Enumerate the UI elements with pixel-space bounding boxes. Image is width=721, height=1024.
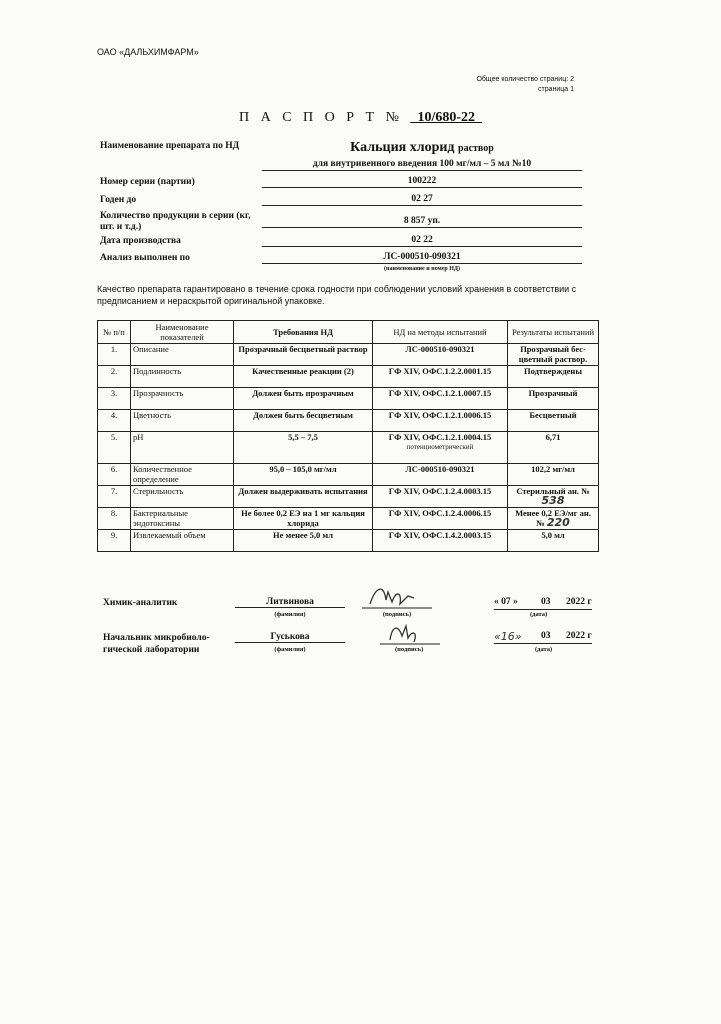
- quantity-value: 8 857 уп.: [262, 215, 582, 228]
- name-caption: (фамилия): [274, 611, 306, 618]
- table-row: [98, 508, 599, 530]
- signer-name: Гуськова: [235, 632, 345, 643]
- company-name: ОАО «ДАЛЬХИМФАРМ»: [97, 47, 199, 57]
- date-year: 2022 г: [566, 597, 592, 607]
- production-label: Дата производства: [100, 236, 181, 246]
- row-nd: [373, 432, 508, 464]
- drug-form: раствор: [458, 143, 494, 154]
- handwritten-analysis-number: 220: [546, 516, 570, 529]
- table-row: [98, 432, 599, 464]
- passport-title: [0, 110, 721, 126]
- series-label: Номер серии (партии): [100, 177, 195, 187]
- row-nd: ЛС-000510-090321: [373, 344, 508, 366]
- row-name: Извлекаемый объем: [131, 530, 234, 552]
- row-res: Бесцветный: [508, 410, 599, 432]
- page-count: [470, 75, 574, 95]
- expiry-label: Годен до: [100, 195, 137, 205]
- table-row: [98, 464, 599, 486]
- row-req: 5,5 – 7,5: [234, 432, 373, 464]
- date-day: « 07 »: [494, 597, 518, 607]
- table-row: [98, 530, 599, 552]
- page-number: страница 1: [537, 86, 574, 93]
- row-req: Должен быть прозрачным: [234, 388, 373, 410]
- drug-name: [262, 140, 582, 156]
- table-row: [98, 410, 599, 432]
- date-year: 2022 г: [566, 631, 592, 641]
- total-pages: Общее количество страниц: 2: [476, 76, 574, 83]
- row-res: Прозрачный: [508, 388, 599, 410]
- row-nd-text: ГФ XIV, ОФС.1.2.1.0004.15: [388, 432, 492, 442]
- results-table: [97, 320, 599, 552]
- row-name: Подлинность: [131, 366, 234, 388]
- analysis-label: Анализ выполнен по: [100, 253, 190, 263]
- sign-caption: (подпись): [395, 646, 424, 653]
- row-req: Должен быть бесцветным: [234, 410, 373, 432]
- row-name: Прозрачность: [131, 388, 234, 410]
- passport-number: _10/680-22_: [410, 110, 483, 125]
- row-req: Не более 0,2 ЕЭ на 1 мг кальция хлорида: [234, 508, 373, 530]
- row-req: Должен выдерживать испытания: [234, 486, 373, 508]
- row-num: 7.: [98, 486, 131, 508]
- col-requirements: Требования НД: [234, 321, 373, 344]
- row-req: 95,0 – 105,0 мг/мл: [234, 464, 373, 486]
- col-name: Наименование показателей: [131, 321, 234, 344]
- date-underline: [494, 643, 592, 644]
- row-num: 8.: [98, 508, 131, 530]
- row-res-text: Стерильный ан. №: [516, 486, 590, 496]
- date-month: 03: [541, 597, 551, 607]
- date-caption: (дата): [535, 646, 553, 653]
- signature-image: [380, 620, 440, 646]
- row-res: Прозрачный бес-цветный раствор.: [508, 344, 599, 366]
- row-nd: ГФ XIV, ОФС.1.2.4.0006.15: [373, 508, 508, 530]
- drug-label: Наименование препарата по НД: [100, 141, 240, 151]
- title-prefix: П А С П О Р Т №: [238, 110, 403, 125]
- row-name: Бактериальные эндотоксины: [131, 508, 234, 530]
- signer-role: Химик-аналитик: [103, 598, 178, 608]
- series-value: 100222: [262, 175, 582, 188]
- signer-name: Литвинова: [235, 597, 345, 608]
- signer-role: Начальник микробиоло-гической лаборатории: [103, 633, 210, 655]
- row-num: 4.: [98, 410, 131, 432]
- row-nd: ГФ XIV, ОФС.1.4.2.0003.15: [373, 530, 508, 552]
- table-row: [98, 366, 599, 388]
- row-nd-note: потенциометрический: [406, 443, 474, 451]
- drug-name-text: Кальция хлорид: [350, 140, 455, 155]
- row-res-text: Менее 0,2 ЕЭ/мг ан. №: [515, 508, 591, 528]
- row-num: 6.: [98, 464, 131, 486]
- row-nd: ЛС-000510-090321: [373, 464, 508, 486]
- drug-details: для внутривенного введения 100 мг/мл – 5 мл №10: [262, 158, 582, 171]
- row-name: pH: [131, 432, 234, 464]
- row-name: Цветность: [131, 410, 234, 432]
- date-day: «16»: [494, 630, 522, 643]
- row-name: Стерильность: [131, 486, 234, 508]
- table-row: [98, 486, 599, 508]
- row-num: 9.: [98, 530, 131, 552]
- col-results: Результаты испытаний: [508, 321, 599, 344]
- table-row: [98, 344, 599, 366]
- row-num: 3.: [98, 388, 131, 410]
- row-res: [508, 508, 599, 530]
- row-req: Прозрачный бесцветный раствор: [234, 344, 373, 366]
- row-res: 6,71: [508, 432, 599, 464]
- table-row: [98, 388, 599, 410]
- date-month: 03: [541, 631, 551, 641]
- row-name: Описание: [131, 344, 234, 366]
- row-req: Качественные реакции (2): [234, 366, 373, 388]
- analysis-caption: (наименование и номер НД): [384, 266, 460, 272]
- row-num: 1.: [98, 344, 131, 366]
- production-value: 02 22: [262, 234, 582, 247]
- row-nd: ГФ XIV, ОФС.1.2.1.0007.15: [373, 388, 508, 410]
- analysis-value: ЛС-000510-090321: [262, 251, 582, 264]
- row-num: 2.: [98, 366, 131, 388]
- row-res: [508, 486, 599, 508]
- row-nd: ГФ XIV, ОФС.1.2.1.0006.15: [373, 410, 508, 432]
- name-caption: (фамилия): [274, 646, 306, 653]
- expiry-value: 02 27: [262, 193, 582, 206]
- row-req: Не менее 5,0 мл: [234, 530, 373, 552]
- date-caption: (дата): [530, 611, 548, 618]
- row-nd: ГФ XIV, ОФС.1.2.2.0001.15: [373, 366, 508, 388]
- row-res: 5,0 мл: [508, 530, 599, 552]
- handwritten-analysis-number: 538: [541, 494, 565, 507]
- sign-caption: (подпись): [382, 611, 412, 618]
- row-name: Количественное определение: [131, 464, 234, 486]
- date-underline: [494, 609, 592, 610]
- row-num: 5.: [98, 432, 131, 464]
- row-res: 102,2 мг/мл: [508, 464, 599, 486]
- col-methods: НД на методы испытаний: [373, 321, 508, 344]
- row-res: Подтверждены: [508, 366, 599, 388]
- table-header: [98, 321, 599, 344]
- quantity-label: Количество продукции в серии (кг, шт. и т.д.): [100, 211, 251, 232]
- signature-image: [362, 582, 432, 612]
- row-nd: ГФ XIV, ОФС.1.2.4.0003.15: [373, 486, 508, 508]
- col-num: № п/п: [98, 321, 131, 344]
- guarantee-text: Качество препарата гарантировано в течение срока годности при соблюдении условий хранения в соответствии с предписанием и нераскрытой оригинальной упаковке.: [97, 284, 577, 306]
